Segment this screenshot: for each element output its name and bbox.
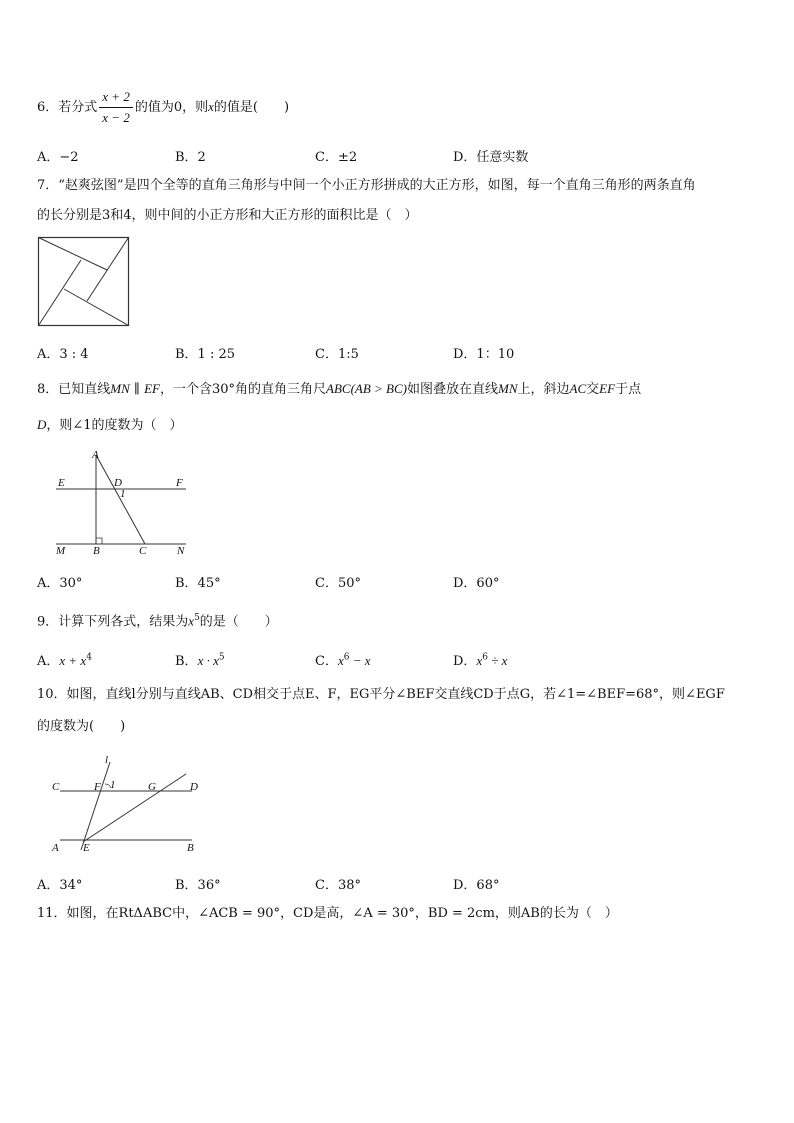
q8-mn: MN [110, 381, 130, 396]
question-6 [37, 88, 762, 127]
q6-option-a: A．−2 [37, 150, 79, 165]
q10-label-e: E [83, 842, 90, 854]
q8-text-4: 上，斜边 [517, 382, 570, 397]
q9-base: x [188, 613, 195, 629]
q8-text-3: 如图叠放在直线 [407, 382, 499, 397]
q6-mid: 的值为0，则 [134, 100, 209, 115]
q10-label-f: F [94, 781, 101, 793]
q8-option-c: C．50° [315, 576, 361, 591]
q6-prefix: 6．若分式 [37, 100, 98, 115]
q8-label-n: N [177, 545, 185, 557]
q7-option-a: A．3 : 4 [37, 347, 89, 362]
q8-d: D [37, 417, 47, 432]
q9-option-a: A．$x + x^4$ [37, 652, 92, 669]
q8-text-1: 8．已知直线 [37, 382, 111, 397]
zhao-shuang-diagram [37, 236, 131, 328]
q8-ef: EF [144, 381, 160, 396]
q7-option-d: D．1：10 [453, 347, 515, 362]
q8-label-m: M [56, 545, 66, 557]
question-7-line1: 7．“赵爽弦图”是四个全等的直角三角形与中间一个小正方形拼成的大正方形，如图，每一个直角三角形的两条直角 [37, 178, 696, 193]
q8-option-d: D．60° [453, 576, 500, 591]
question-9 [37, 609, 762, 631]
q8-condition: (AB > BC) [350, 381, 407, 396]
q10-label-a: A [52, 842, 59, 854]
q8-ef-2: EF [599, 381, 616, 396]
q10-label-b: B [187, 842, 194, 854]
q10-label-d: D [190, 781, 198, 793]
q8-label-angle-1: 1 [120, 488, 126, 500]
question-8-line1 [37, 380, 762, 399]
q8-label-a: A [92, 449, 99, 461]
q9-suffix: 的是（ ） [199, 614, 278, 630]
q10-diagram [48, 752, 208, 856]
question-10-line2: 的度数为( ) [37, 719, 126, 734]
question-11: 11．如图，在RtΔABC中，∠ACB = 90°，CD是高，∠A = 30°，BD = 2cm，则AB的长为（ ） [37, 906, 618, 921]
q8-label-c: C [139, 545, 147, 557]
q8-ac: AC [569, 381, 587, 396]
q10-option-d: D．68° [453, 878, 500, 893]
q8-text-7: ，则∠1的度数为（ ） [46, 418, 183, 433]
q8-label-f: F [176, 477, 183, 489]
q8-text-6: 于点 [615, 382, 642, 397]
q6-option-b: B．2 [175, 150, 206, 165]
question-7-line2: 的长分别是3和4，则中间的小正方形和大正方形的面积比是（ ） [37, 208, 418, 223]
q9-option-b: B．$x \cdot x^5$ [175, 652, 225, 669]
q7-option-b: B．1 : 25 [175, 347, 236, 362]
q7-option-c: C．1:5 [315, 347, 359, 362]
q6-option-d: D．任意实数 [453, 150, 529, 165]
q8-parallel: ∥ [129, 382, 145, 397]
q10-option-b: B．36° [175, 878, 221, 893]
question-10-line1: 10．如图，直线l分别与直线AB、CD相交于点E、F，EG平分∠BEF交直线CD于点G，若∠1=∠BEF=68°，则∠EGF [37, 687, 725, 702]
question-8-line2 [37, 416, 762, 435]
q8-diagram [50, 447, 200, 559]
q9-exponent: 5 [194, 613, 200, 623]
q8-abc: ABC [326, 381, 351, 396]
q9-text: 9．计算下列各式，结果为 [37, 614, 189, 630]
q8-label-e: E [58, 477, 65, 489]
q8-label-d: D [114, 477, 122, 489]
q10-label-l: l [105, 754, 109, 766]
q10-option-a: A．34° [37, 878, 83, 893]
q10-option-c: C．38° [315, 878, 361, 893]
q10-label-g: G [148, 781, 156, 793]
q8-mn-2: MN [498, 381, 518, 396]
q9-option-c: C．$x^6 - x$ [315, 652, 371, 669]
q8-option-b: B．45° [175, 576, 221, 591]
q8-label-b: B [93, 545, 100, 557]
q6-option-c: C．±2 [315, 150, 358, 165]
q10-label-c: C [52, 781, 60, 793]
q6-fraction-denominator: x − 2 [102, 110, 130, 125]
q8-text-2: ，一个含30°角的直角三角尺 [159, 382, 326, 397]
q6-suffix: 的值是( ) [213, 100, 290, 115]
q6-fraction [99, 88, 133, 127]
q8-option-a: A．30° [37, 576, 83, 591]
q6-var: x [208, 99, 214, 114]
q10-label-angle-1: 1 [110, 779, 116, 791]
q8-text-5: 交 [586, 382, 600, 397]
q9-option-d: D．$x^6 \div x$ [453, 652, 508, 669]
q6-fraction-numerator: x + 2 [99, 88, 133, 108]
